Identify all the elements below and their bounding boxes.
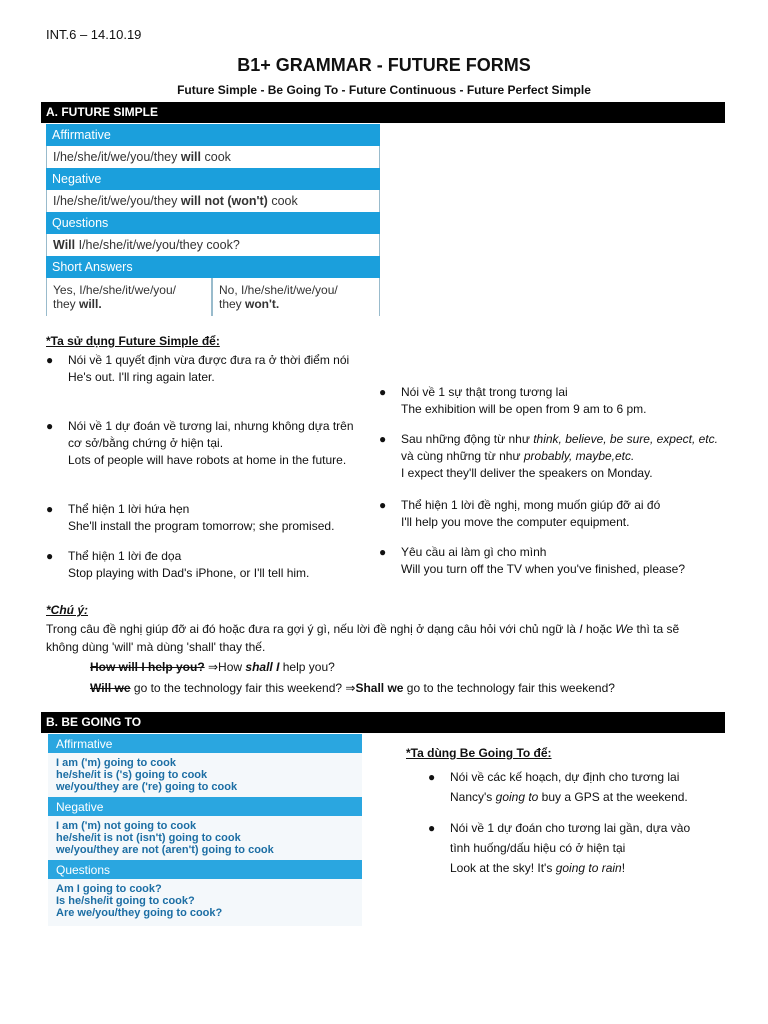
short-answer-yes: Yes, I/he/she/it/we/you/ they will. [46, 278, 212, 316]
note-example-2: Will we go to the technology fair this weekend? ⇒Shall we go to the technology fair this weekend? [90, 681, 615, 695]
table-header-affirmative: Affirmative [46, 124, 380, 146]
short-answer-no: No, I/he/she/it/we/you/ they won't. [212, 278, 380, 316]
table-row-affirmative: I am ('m) going to cook he/she/it is ('s) going to cook we/you/they are ('re) going to cook [48, 753, 362, 797]
table-header-negative: Negative [46, 168, 380, 190]
list-item: ● Nói về các kế hoạch, dự định cho tương lai Nancy's going to buy a GPS at the weekend. [428, 770, 688, 804]
list-item: ● Thể hiện 1 lời đe dọa Stop playing with Dad's iPhone, or I'll tell him. [46, 549, 310, 580]
be-going-to-table [48, 734, 362, 926]
section-a-heading: A. FUTURE SIMPLE [41, 102, 725, 123]
be-going-to-uses-title: *Ta dùng Be Going To để: [406, 746, 552, 760]
document-id: INT.6 – 14.10.19 [46, 27, 142, 42]
list-item: ● Yêu cầu ai làm gì cho mình Will you turn off the TV when you've finished, please? [379, 545, 686, 576]
future-simple-uses-title: *Ta sử dụng Future Simple để: [46, 334, 220, 348]
table-header-questions: Questions [46, 212, 380, 234]
table-row-negative: I/he/she/it/we/you/they will not (won't) cook [46, 190, 380, 212]
list-item: ● Thể hiện 1 lời đề nghị, mong muốn giúp đỡ ai đó I'll help you move the computer equipment. [379, 498, 661, 529]
list-item: ● Sau những động từ như think, believe, be sure, expect, etc. và cùng những từ như probably, maybe,etc. I expect they'll deliver the speakers on Monday. [379, 432, 718, 480]
note-text: Trong câu đề nghị giúp đỡ ai đó hoặc đưa ra gợi ý gì, nếu lời đề nghị ở dạng câu hỏi với chủ ngữ là I hoặc We thì ta sẽ [46, 622, 680, 636]
table-header-questions: Questions [48, 860, 362, 879]
section-b-heading: B. BE GOING TO [41, 712, 725, 733]
table-row-questions: Am I going to cook? Is he/she/it going to cook? Are we/you/they going to cook? [48, 879, 362, 923]
list-item: ● Nói về 1 sự thật trong tương lai The exhibition will be open from 9 am to 6 pm. [379, 385, 647, 416]
list-item: ● Nói về 1 dự đoán cho tương lai gần, dựa vào tình huống/dấu hiệu có ở hiện tại Look at the sky! It's going to rain! [428, 821, 691, 875]
future-simple-table [46, 124, 380, 316]
note-text-2: không dùng 'will' mà dùng 'shall' thay thế. [46, 640, 266, 654]
note-example-1: How will I help you? ⇒How shall I help you? [90, 660, 335, 674]
list-item: ● Nói về 1 quyết định vừa được đưa ra ở thời điểm nói He's out. I'll ring again later. [46, 353, 350, 384]
table-header-short-answers: Short Answers [46, 256, 380, 278]
table-row-affirmative: I/he/she/it/we/you/they will cook [46, 146, 380, 168]
table-header-negative: Negative [48, 797, 362, 816]
page-subtitle: Future Simple - Be Going To - Future Continuous - Future Perfect Simple [177, 83, 591, 97]
table-header-affirmative: Affirmative [48, 734, 362, 753]
list-item: ● Thể hiện 1 lời hứa hẹn She'll install the program tomorrow; she promised. [46, 502, 335, 533]
page-title: B1+ GRAMMAR - FUTURE FORMS [237, 55, 531, 75]
table-row-negative: I am ('m) not going to cook he/she/it is not (isn't) going to cook we/you/they are not (aren't) going to cook [48, 816, 362, 860]
list-item: ● Nói về 1 dự đoán về tương lai, nhưng không dựa trên cơ sở/bằng chứng ở hiện tại. Lots of people will have robots at home in the future. [46, 419, 354, 467]
table-row-questions: Will I/he/she/it/we/you/they cook? [46, 234, 380, 256]
table-row-short-answers [46, 278, 380, 316]
note-title: *Chú ý: [46, 603, 88, 617]
